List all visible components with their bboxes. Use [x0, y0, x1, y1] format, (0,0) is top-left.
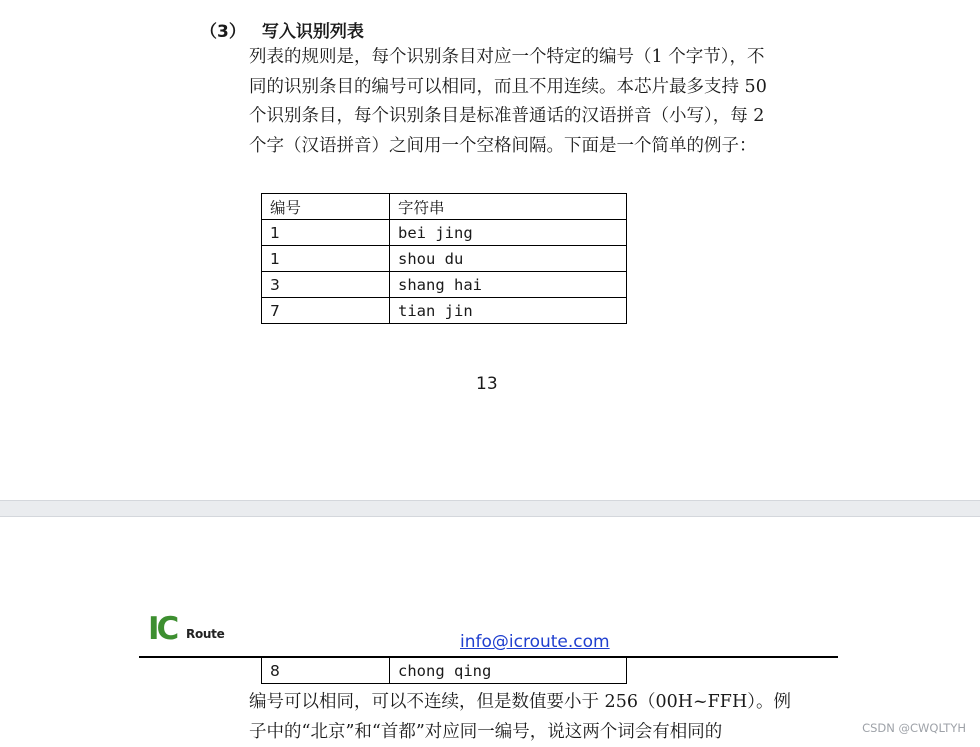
logo-text: Route — [186, 627, 225, 641]
logo-mark: IC — [148, 611, 177, 647]
cell-string: tian jin — [390, 298, 627, 324]
email-link[interactable]: info@icroute.com — [460, 632, 610, 652]
table-header-row — [262, 194, 627, 220]
paragraph-line: 编号可以相同，可以不连续，但是数值要小于 256（00H~FFH）。例 — [249, 692, 791, 712]
paragraph-line: 同的识别条目的编号可以相同，而且不用连续。本芯片最多支持 50 — [249, 76, 767, 97]
paragraph-line: 列表的规则是，每个识别条目对应一个特定的编号（1 个字节），不 — [249, 47, 765, 67]
cell-id: 8 — [262, 658, 390, 684]
cell-string: chong qing — [390, 658, 627, 684]
cell-id: 1 — [262, 220, 390, 246]
cell-id: 7 — [262, 298, 390, 324]
table-row — [262, 246, 627, 272]
column-header-id: 编号 — [262, 194, 390, 220]
cell-id: 1 — [262, 246, 390, 272]
section-number: （3） — [200, 22, 246, 42]
page-number: 13 — [476, 374, 498, 394]
cell-id: 3 — [262, 272, 390, 298]
section-title: 写入识别列表 — [261, 22, 364, 42]
recognition-list-table — [261, 193, 627, 324]
recognition-list-table-continued — [261, 657, 627, 684]
icroute-logo — [148, 612, 238, 648]
page-separator — [0, 500, 980, 517]
rules-paragraph — [249, 43, 839, 161]
watermark: CSDN @CWQLTYH — [862, 721, 966, 735]
cell-string: bei jing — [390, 220, 627, 246]
column-header-string: 字符串 — [390, 194, 627, 220]
paragraph-line: 个识别条目，每个识别条目是标准普通话的汉语拼音（小写），每 2 — [249, 106, 765, 126]
section-heading — [200, 17, 364, 42]
table-row — [262, 658, 627, 684]
table-row — [262, 272, 627, 298]
table-row — [262, 298, 627, 324]
table-row — [262, 220, 627, 246]
paragraph-line: 子中的“北京”和“首都”对应同一编号，说这两个词会有相同的 — [249, 721, 723, 742]
cell-string: shou du — [390, 246, 627, 272]
id-rules-paragraph — [249, 688, 839, 747]
paragraph-line: 个字（汉语拼音）之间用一个空格间隔。下面是一个简单的例子： — [249, 135, 757, 156]
cell-string: shang hai — [390, 272, 627, 298]
